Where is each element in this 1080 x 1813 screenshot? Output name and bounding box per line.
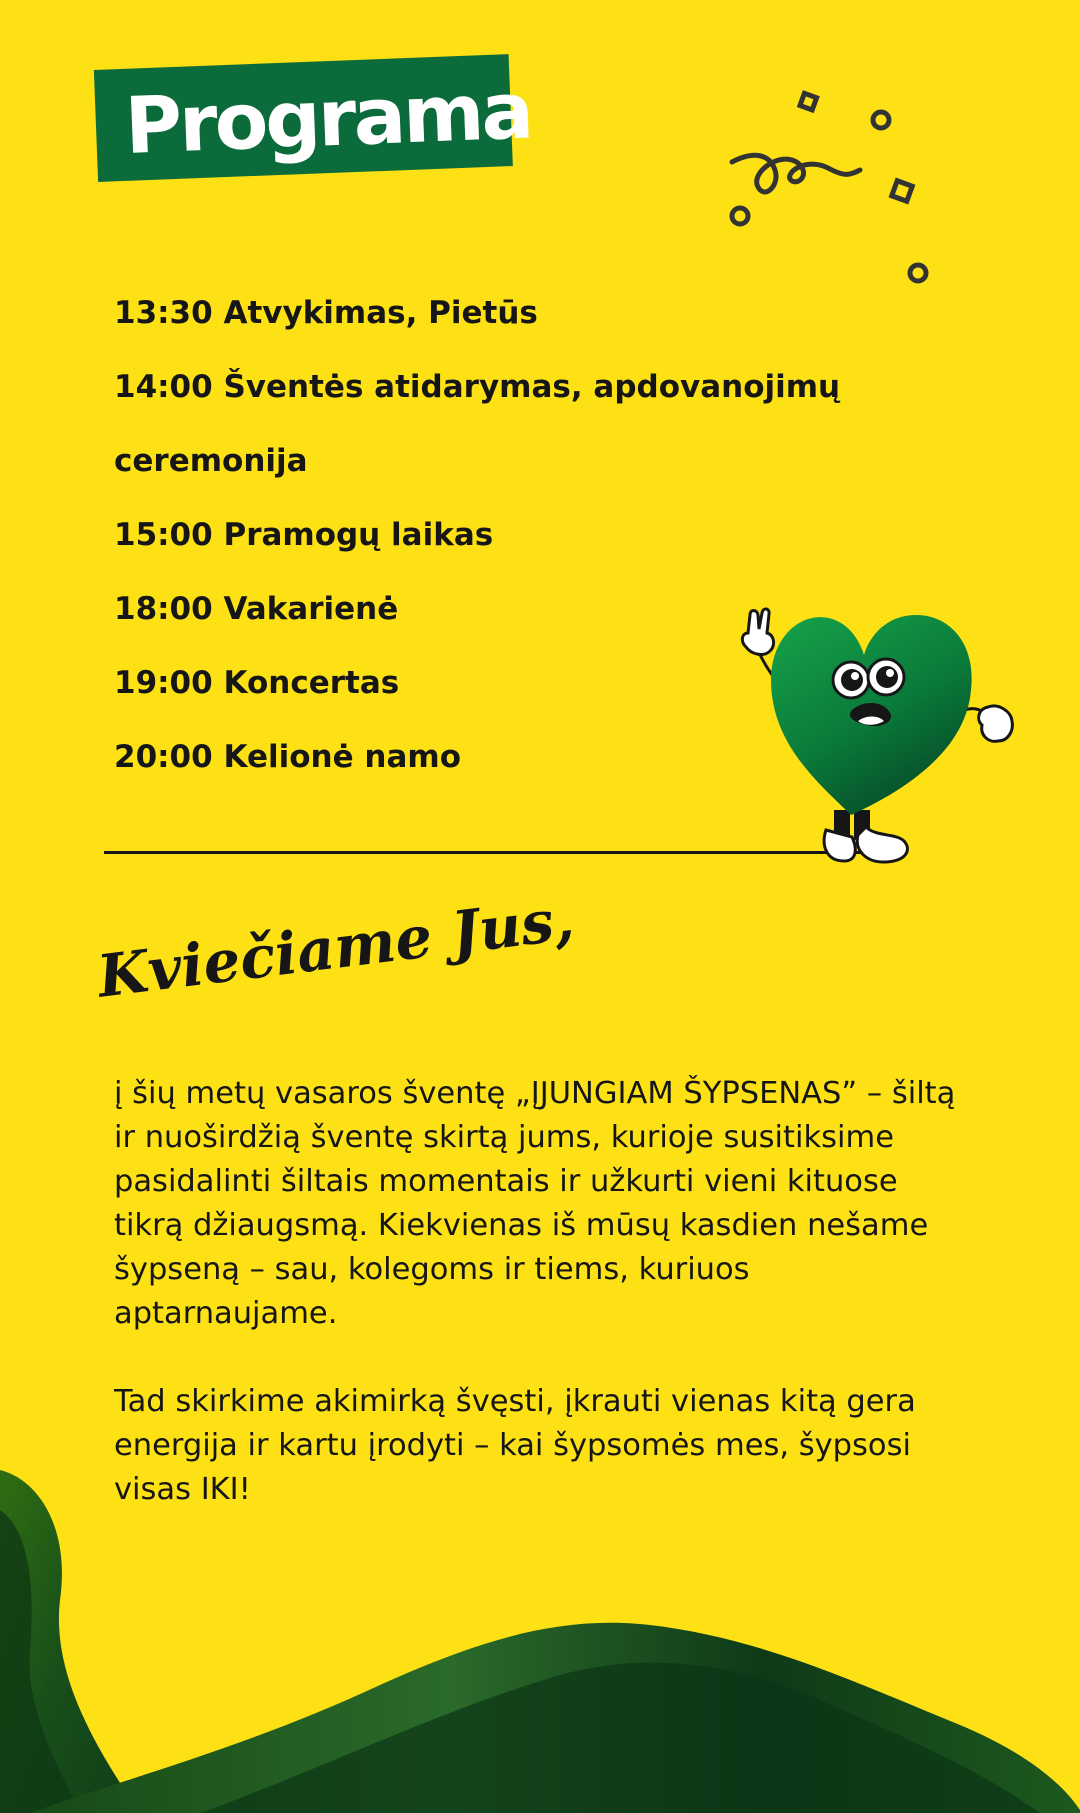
invitation-paragraph: į šių metų vasaros šventę „ĮJUNGIAM ŠYPSENAS” – šiltą ir nuoširdžią šventę skirtą jums, kurioje susitiksime pasidalinti šiltais momentais ir užkurti vieni kituose tikrą džiaugsmą. Kiekvienas iš mūsų kasdien nešame šypseną – sau, kolegoms ir tiems, kuriuos aptarnaujame. (114, 1076, 956, 1331)
invitation-paragraph: Tad skirkime akimirką švęsti, įkrauti vienas kitą gera energija ir kartu įrodyti – kai šypsomės mes, šypsosi visas IKI! (114, 1384, 916, 1507)
green-ribbon-decoration (0, 1450, 1080, 1813)
schedule-item: 13:30 Atvykimas, Pietūs (114, 295, 538, 331)
schedule-item: 14:00 Šventės atidarymas, apdovanojimų (114, 369, 841, 405)
schedule-item: 19:00 Koncertas (114, 665, 400, 701)
schedule-item: ceremonija (114, 443, 308, 479)
invitation-body (114, 1072, 974, 1512)
schedule-item: 18:00 Vakarienė (114, 591, 399, 627)
schedule-item: 20:00 Kelionė namo (114, 739, 461, 775)
schedule-item: 15:00 Pramogų laikas (114, 517, 494, 553)
invite-heading: Kviečiame Jus, (93, 884, 578, 1011)
confetti-icon (720, 85, 940, 295)
page-title: Programa (123, 66, 533, 172)
heart-mascot-icon (726, 575, 1026, 875)
